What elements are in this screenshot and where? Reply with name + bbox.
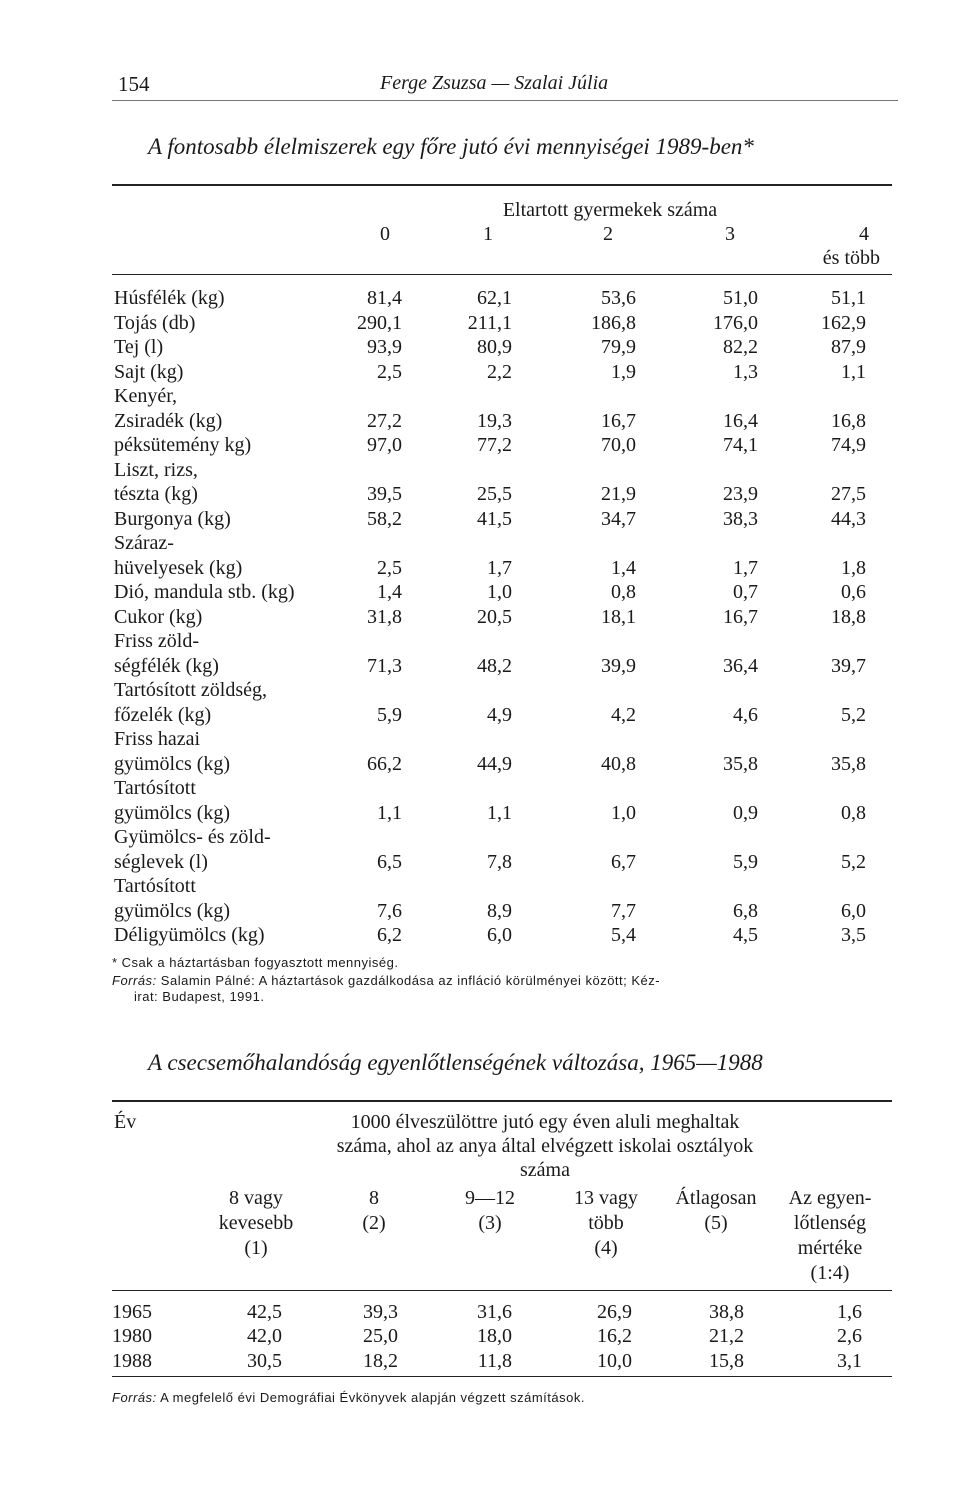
table-cell: 6,8 [733, 900, 758, 922]
table2-title: A csecsemőhalandóság egyenlőtlenségének változása, 1965—1988 [148, 1050, 763, 1075]
table-cell: 162,9 [821, 312, 866, 334]
table-cell: 81,4 [367, 287, 402, 309]
table-cell: 2,6 [837, 1325, 862, 1347]
row-label: Cukor (kg) [114, 606, 203, 628]
table-cell: 25,0 [363, 1325, 398, 1347]
table-cell: 51,1 [831, 287, 866, 309]
table-cell: 18,1 [601, 606, 636, 628]
table-cell: 16,7 [601, 410, 636, 432]
row-label: Burgonya (kg) [114, 508, 231, 530]
row-label: gyümölcs (kg) [114, 753, 231, 775]
table-cell: 34,7 [601, 508, 636, 530]
table1-title: A fontosabb élelmiszerek egy főre jutó évi mennyiségei 1989-ben* [148, 134, 754, 159]
table-cell: 7,6 [377, 900, 402, 922]
table-cell: 5,2 [841, 704, 866, 726]
table-cell: 2,5 [377, 557, 402, 579]
table2-source [112, 1390, 585, 1406]
table-cell: 1,9 [611, 361, 636, 383]
table-cell: 1,4 [611, 557, 636, 579]
table2-col-header: (5) [704, 1212, 728, 1234]
row-year: 1988 [112, 1350, 152, 1372]
table-cell: 3,1 [837, 1350, 862, 1372]
table-cell: 16,2 [597, 1325, 632, 1347]
table-cell: 5,9 [733, 851, 758, 873]
table-cell: 35,8 [723, 753, 758, 775]
table-cell: 1,0 [487, 581, 512, 603]
table-cell: 1,8 [841, 557, 866, 579]
table1-footnote: * Csak a háztartásban fogyasztott mennyiség. [112, 955, 399, 970]
table-cell: 62,1 [477, 287, 512, 309]
table-cell: 93,9 [367, 336, 402, 358]
table2-col-header: 8 [369, 1187, 379, 1209]
table-cell: 19,3 [477, 410, 512, 432]
table1-group-header: Eltartott gyermekek száma [502, 199, 718, 221]
table-cell: 15,8 [709, 1350, 744, 1372]
table-cell: 39,9 [601, 655, 636, 677]
row-label: Gyümölcs- és zöld- [114, 826, 271, 848]
table-cell: 4,2 [611, 704, 636, 726]
table-cell: 41,5 [477, 508, 512, 530]
table1-header-rule [112, 274, 892, 275]
table-cell: 25,5 [477, 483, 512, 505]
table-cell: 87,9 [831, 336, 866, 358]
table-cell: 0,6 [841, 581, 866, 603]
row-label: Friss zöld- [114, 630, 199, 652]
table-cell: 2,2 [487, 361, 512, 383]
row-label: Friss hazai [114, 728, 201, 750]
table2-source-label: Forrás: [112, 1390, 157, 1405]
table-cell: 39,5 [367, 483, 402, 505]
table-cell: 79,9 [601, 336, 636, 358]
table2-group-header: száma, ahol az anya által elvégzett iskolai osztályok [336, 1135, 754, 1157]
table1-source-label: Forrás: [112, 973, 157, 988]
row-label: Tartósított [114, 875, 196, 897]
table-cell: 7,7 [611, 900, 636, 922]
table-cell: 186,8 [591, 312, 636, 334]
row-label: Tartósított zöldség, [114, 679, 268, 701]
row-label: főzelék (kg) [114, 704, 212, 726]
table-cell: 0,9 [733, 802, 758, 824]
table-cell: 31,8 [367, 606, 402, 628]
table-cell: 40,8 [601, 753, 636, 775]
row-year: 1965 [112, 1301, 152, 1323]
table2-col-header: (4) [594, 1237, 618, 1259]
row-label: Tojás (db) [114, 312, 196, 334]
table-cell: 39,7 [831, 655, 866, 677]
table2-col-header: több [588, 1212, 624, 1234]
table-cell: 1,1 [487, 802, 512, 824]
row-label: séglevek (l) [114, 851, 208, 873]
table-cell: 1,1 [377, 802, 402, 824]
row-label: Kenyér, [114, 385, 178, 407]
row-label: Tartósított [114, 777, 196, 799]
table-cell: 1,0 [611, 802, 636, 824]
table2-col-header: 13 vagy [574, 1187, 638, 1209]
table1-col-header: 4 [859, 223, 869, 245]
table1-col-header: 2 [603, 223, 613, 245]
table2-header-rule [112, 1290, 892, 1291]
table2-col-header: 9—12 [465, 1187, 515, 1209]
table-cell: 6,0 [841, 900, 866, 922]
table-cell: 8,9 [487, 900, 512, 922]
table-cell: 18,0 [477, 1325, 512, 1347]
table-cell: 11,8 [477, 1350, 512, 1372]
table-cell: 3,5 [841, 924, 866, 946]
table-cell: 0,8 [611, 581, 636, 603]
running-title: Ferge Zsuzsa — Szalai Júlia [380, 72, 609, 94]
table-cell: 31,6 [477, 1301, 512, 1323]
table-cell: 0,7 [733, 581, 758, 603]
table-cell: 4,6 [733, 704, 758, 726]
table-cell: 4,5 [733, 924, 758, 946]
table-cell: 18,8 [831, 606, 866, 628]
table2-bottom-rule [112, 1376, 892, 1377]
table1-col-header: 0 [380, 223, 390, 245]
table-cell: 6,2 [377, 924, 402, 946]
table-cell: 1,1 [841, 361, 866, 383]
table2-group-header: 1000 élveszülöttre jutó egy éven aluli meghaltak [350, 1111, 740, 1133]
table2-source-text: A megfelelő évi Demográfiai Évkönyvek alapján végzett számítások. [160, 1390, 585, 1405]
row-label: Száraz- [114, 532, 174, 554]
table-cell: 1,7 [733, 557, 758, 579]
row-label: Liszt, rizs, [114, 459, 198, 481]
table-cell: 211,1 [467, 312, 512, 334]
table-cell: 4,9 [487, 704, 512, 726]
table-cell: 1,7 [487, 557, 512, 579]
row-label: tészta (kg) [114, 483, 198, 505]
table-cell: 27,2 [367, 410, 402, 432]
table1-col-header: 1 [483, 223, 493, 245]
table-cell: 16,4 [723, 410, 758, 432]
table2-top-rule [112, 1100, 892, 1102]
table-cell: 66,2 [367, 753, 402, 775]
table-cell: 6,5 [377, 851, 402, 873]
table-cell: 18,2 [363, 1350, 398, 1372]
row-label: Dió, mandula stb. (kg) [114, 581, 295, 603]
table2-col-header: mértéke [797, 1237, 863, 1259]
table-cell: 16,7 [723, 606, 758, 628]
table-cell: 1,4 [377, 581, 402, 603]
table-cell: 36,4 [723, 655, 758, 677]
table-cell: 97,0 [367, 434, 402, 456]
row-label: péksütemény kg) [114, 434, 252, 456]
table-cell: 0,8 [841, 802, 866, 824]
table-cell: 42,5 [247, 1301, 282, 1323]
table2-col-header: Átlagosan [675, 1187, 757, 1209]
table-cell: 44,9 [477, 753, 512, 775]
row-label: Húsfélék (kg) [114, 287, 225, 309]
table-cell: 82,2 [723, 336, 758, 358]
table2-col-header: Az egyen- [788, 1187, 872, 1209]
table-cell: 1,3 [733, 361, 758, 383]
table2-col-header: (1:4) [810, 1262, 850, 1284]
table-cell: 38,8 [709, 1301, 744, 1323]
table-cell: 35,8 [831, 753, 866, 775]
table-cell: 2,5 [377, 361, 402, 383]
table1-top-rule [112, 184, 892, 186]
table-cell: 58,2 [367, 508, 402, 530]
table-cell: 53,6 [601, 287, 636, 309]
table-cell: 290,1 [357, 312, 402, 334]
table2-col-header: kevesebb [218, 1212, 294, 1234]
row-label: ségfélék (kg) [114, 655, 219, 677]
table-cell: 74,9 [831, 434, 866, 456]
table-cell: 5,9 [377, 704, 402, 726]
table-cell: 51,0 [723, 287, 758, 309]
table-cell: 74,1 [723, 434, 758, 456]
table2-group-header: száma [520, 1159, 570, 1181]
table-cell: 7,8 [487, 851, 512, 873]
table-cell: 38,3 [723, 508, 758, 530]
table-cell: 39,3 [363, 1301, 398, 1323]
table-cell: 42,0 [247, 1325, 282, 1347]
table-cell: 21,2 [709, 1325, 744, 1347]
table-cell: 20,5 [477, 606, 512, 628]
table-cell: 5,4 [611, 924, 636, 946]
table1-source [112, 973, 660, 989]
table-cell: 6,0 [487, 924, 512, 946]
table2-col-header: 8 vagy [229, 1187, 283, 1209]
table1-source-cont: irat: Budapest, 1991. [134, 989, 265, 1004]
row-label: Tej (l) [114, 336, 164, 358]
table-cell: 10,0 [597, 1350, 632, 1372]
table-cell: 70,0 [601, 434, 636, 456]
table2-col-header: (3) [478, 1212, 502, 1234]
table-cell: 176,0 [713, 312, 758, 334]
table-cell: 23,9 [723, 483, 758, 505]
table-cell: 5,2 [841, 851, 866, 873]
table-cell: 21,9 [601, 483, 636, 505]
table-cell: 16,8 [831, 410, 866, 432]
table1-col-header: 3 [725, 223, 735, 245]
row-label: Zsiradék (kg) [114, 410, 223, 432]
row-label: gyümölcs (kg) [114, 900, 231, 922]
table-cell: 44,3 [831, 508, 866, 530]
row-label: Déligyümölcs (kg) [114, 924, 265, 946]
row-label: Sajt (kg) [114, 361, 184, 383]
table2-col-header: lőtlenség [793, 1212, 867, 1234]
table-cell: 27,5 [831, 483, 866, 505]
table-cell: 71,3 [367, 655, 402, 677]
row-label: hüvelyesek (kg) [114, 557, 243, 579]
running-header [112, 70, 898, 101]
page-number: 154 [118, 72, 150, 96]
table-cell: 26,9 [597, 1301, 632, 1323]
table2-col-header: (1) [244, 1237, 268, 1259]
table1-source-text: Salamin Pálné: A háztartások gazdálkodása az infláció körülményei között; Kéz- [160, 973, 661, 988]
table-cell: 1,6 [837, 1301, 862, 1323]
table-cell: 30,5 [247, 1350, 282, 1372]
table-cell: 48,2 [477, 655, 512, 677]
table2-year-header: Év [114, 1111, 137, 1133]
table-cell: 77,2 [477, 434, 512, 456]
table1-col-header: és több [822, 247, 880, 269]
row-year: 1980 [112, 1325, 152, 1347]
table-cell: 6,7 [611, 851, 636, 873]
row-label: gyümölcs (kg) [114, 802, 231, 824]
table-cell: 80,9 [477, 336, 512, 358]
table2-col-header: (2) [362, 1212, 386, 1234]
